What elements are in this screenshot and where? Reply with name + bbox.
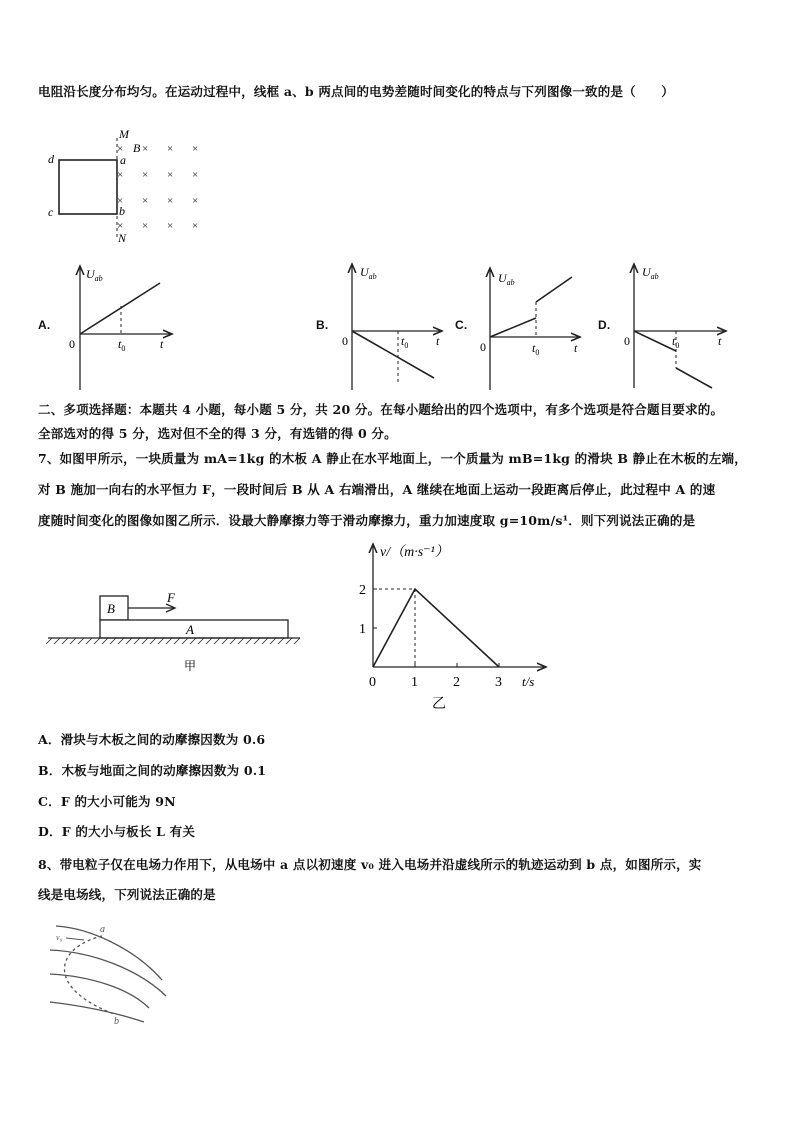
origin-label: 0: [69, 337, 75, 351]
label-a: a: [120, 153, 126, 167]
svg-text:×: ×: [142, 169, 149, 181]
q7-line1: 7、如图甲所示，一块质量为 mA=1kg 的木板 A 静止在水平地面上，一个质量为 mB=1kg 的滑块 B 静止在木板的左端，: [38, 451, 747, 466]
label-c: c: [48, 205, 54, 219]
q7-line2: 对 B 施加一向右的水平恒力 F，一段时间后 B 从 A 右端滑出，A 继续在地面上运动一段距离后停止，此过程中 A 的速: [38, 482, 716, 497]
origin-label: 0: [624, 334, 630, 348]
y-label: $U_{ab}$: [498, 271, 515, 287]
y-tick-label: 1: [359, 622, 366, 637]
label-d: d: [48, 152, 54, 166]
t0-label: $t_0$: [401, 334, 409, 350]
q8-line2: 线是电场线，下列说法正确的是: [38, 887, 216, 902]
y-label: $U_{ab}$: [642, 265, 659, 281]
q7-option-B: B．木板与地面之间的动摩擦因数为 0.1: [38, 763, 267, 778]
q7-option-C: C．F 的大小可能为 9N: [38, 794, 176, 809]
svg-text:×: ×: [167, 169, 174, 181]
graph-D: [614, 258, 732, 392]
x-label: t: [436, 334, 440, 348]
graph-line-segment-1: [490, 318, 536, 337]
velocity-series-line: [373, 589, 499, 667]
board-A: [100, 620, 288, 638]
field-line-3: [50, 974, 149, 1008]
svg-text:×: ×: [142, 195, 149, 207]
board-A-label: A: [186, 622, 194, 637]
svg-text:×: ×: [167, 143, 174, 155]
trajectory-dashed: [64, 936, 114, 1014]
svg-text:×: ×: [192, 169, 199, 181]
svg-text:×: ×: [117, 169, 124, 181]
graph-line-segment-2: [676, 368, 712, 388]
graph-B: [332, 258, 452, 393]
x-tick-label: 1: [411, 675, 418, 690]
origin-label: 0: [480, 340, 486, 354]
label-B: B: [133, 141, 141, 155]
q7-option-A: A．滑块与木板之间的动摩擦因数为 0.6: [38, 732, 266, 747]
field-line-2: [50, 950, 166, 996]
svg-text:×: ×: [192, 195, 199, 207]
graph-line: [352, 331, 434, 378]
v0-arrow: [66, 938, 84, 940]
y-axis-label: v/（m·s⁻¹）: [380, 545, 449, 560]
section2-line2: 全部选对的得 5 分，选对但不全的得 3 分，有选错的得 0 分。: [38, 426, 397, 441]
label-v0: v₀: [56, 933, 63, 942]
force-label: F: [167, 590, 175, 605]
label-M: M: [119, 127, 129, 141]
figure-caption-jia: 甲: [184, 659, 197, 673]
svg-text:×: ×: [167, 220, 174, 232]
svg-text:×: ×: [117, 195, 124, 207]
field-line-1: [56, 926, 162, 980]
x-axis-label: t/s: [522, 674, 535, 689]
graph-option-C: C.: [455, 318, 468, 332]
field-crosses: [117, 143, 198, 232]
label-N: N: [118, 231, 127, 245]
q7-vt-chart: [340, 536, 570, 716]
t0-label: $t_0$: [118, 337, 126, 353]
field-line-4: [50, 1002, 144, 1022]
svg-text:×: ×: [192, 143, 199, 155]
q6-field-figure: [40, 122, 230, 252]
graph-option-A: A.: [38, 318, 51, 332]
section2-line1: 二、多项选择题：本题共 4 小题，每小题 5 分，共 20 分。在每小题给出的四个选项中，有多个选项是符合题目要求的。: [38, 402, 724, 417]
q8-line1: 8、带电粒子仅在电场力作用下，从电场中 a 点以初速度 v₀ 进入电场并沿虚线所示的轨迹运动到 b 点，如图所示，实: [38, 857, 702, 872]
graph-option-B: B.: [316, 318, 329, 332]
x-label: t: [718, 334, 722, 348]
x-label: t: [574, 341, 578, 355]
graph-line: [80, 283, 160, 334]
loop-square: [59, 160, 117, 214]
origin-label: 0: [342, 334, 348, 348]
x-tick-label: 2: [453, 675, 460, 690]
ground-hatching: [46, 638, 300, 644]
y-label: $U_{ab}$: [360, 265, 377, 281]
y-label: $U_{ab}$: [86, 267, 103, 283]
t0-label: $t_0$: [672, 334, 680, 350]
q6-stem: 电阻沿长度分布均匀。在运动过程中，线框 a、b 两点间的电势差随时间变化的特点与下列图像一致的是（ ）: [38, 84, 674, 99]
svg-text:×: ×: [117, 220, 124, 232]
svg-text:×: ×: [192, 220, 199, 232]
svg-text:×: ×: [142, 143, 149, 155]
svg-text:×: ×: [142, 220, 149, 232]
q7-line3: 度随时间变化的图像如图乙所示．设最大静摩擦力等于滑动摩擦力，重力加速度取 g=10m/s¹．则下列说法正确的是: [38, 513, 696, 528]
x-tick-label: 0: [369, 675, 376, 690]
label-b: b: [119, 204, 125, 218]
q7-figure-jia: [44, 584, 304, 674]
q7-option-D: D．F 的大小与板长 L 有关: [38, 824, 196, 839]
svg-text:×: ×: [167, 195, 174, 207]
graph-line-segment-2: [536, 277, 572, 302]
label-a: a: [100, 924, 105, 935]
graph-C: [470, 262, 588, 394]
graph-line-segment-1: [634, 331, 676, 351]
x-label: t: [160, 337, 164, 351]
block-B-label: B: [107, 601, 115, 616]
x-tick-label: 3: [495, 675, 502, 690]
graph-option-D: D.: [598, 318, 611, 332]
y-tick-label: 2: [359, 583, 366, 598]
q8-field-figure: [44, 918, 174, 1028]
t0-label: $t_0$: [532, 341, 540, 357]
svg-text:×: ×: [117, 143, 124, 155]
figure-caption-yi: 乙: [432, 697, 446, 712]
label-b: b: [114, 1016, 119, 1027]
graph-A: [60, 258, 180, 393]
